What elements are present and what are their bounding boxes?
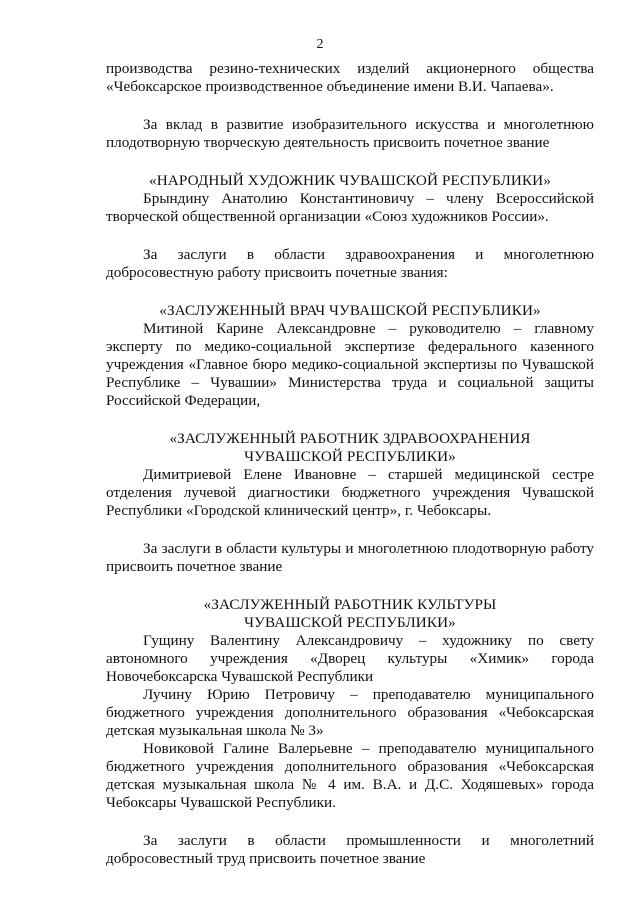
award-title-honored-culture-worker-line1: «ЗАСЛУЖЕННЫЙ РАБОТНИК КУЛЬТУРЫ	[203, 596, 497, 613]
paragraph-awardee-novikova: Новиковой Галине Валерьевне – преподавателю муниципального бюджетного учреждения дополнительного образования «Чебоксарская детская музыкальная школа № 4 им. В.А. и Д.С. Ходяшевых» города Чебоксары Чувашской Республики.	[106, 740, 594, 811]
paragraph-continuation: производства резино-технических изделий акционерного общества «Чебоксарское производственное объединение имени В.И. Чапаева».	[106, 60, 594, 95]
paragraph-health-award-intro: За заслуги в области здравоохранения и многолетнюю добросовестную работу присвоить почетные звания:	[106, 246, 594, 281]
award-title-honored-health-worker-line2: ЧУВАШСКОЙ РЕСПУБЛИКИ»	[244, 448, 456, 465]
award-title-honored-doctor: «ЗАСЛУЖЕННЫЙ ВРАЧ ЧУВАШСКОЙ РЕСПУБЛИКИ»	[159, 302, 541, 319]
paragraph-art-award-intro: За вклад в развитие изобразительного искусства и многолетнюю плодотворную творческую деятельность присвоить почетное звание	[106, 116, 594, 151]
award-title-people-artist: «НАРОДНЫЙ ХУДОЖНИК ЧУВАШСКОЙ РЕСПУБЛИКИ»	[149, 172, 551, 189]
paragraph-awardee-mitina: Митиной Карине Александровне – руководителю – главному эксперту по медико-социальной экспертизе федерального казенного учреждения «Главное бюро медико-социальной экспертизы по Чувашской Республике – Чувашии» Министерства труда и социальной защиты Российской Федерации,	[106, 320, 594, 409]
page-number: 2	[316, 37, 324, 52]
document-body	[106, 60, 594, 868]
paragraph-culture-award-intro: За заслуги в области культуры и многолетнюю плодотворную работу присвоить почетное звание	[106, 540, 594, 575]
paragraph-awardee-bryndin: Брындину Анатолию Константиновичу – члену Всероссийской творческой общественной организации «Союз художников России».	[106, 190, 594, 225]
paragraph-awardee-gushchin: Гущину Валентину Александровичу – художнику по свету автономного учреждения «Дворец культуры «Химик» города Новочебоксарска Чувашской Республики	[106, 632, 594, 685]
paragraph-awardee-dimitrieva: Димитриевой Елене Ивановне – старшей медицинской сестре отделения лучевой диагностики бюджетного учреждения Чувашской Республики «Городской клинический центр», г. Чебоксары.	[106, 466, 594, 519]
paragraph-industry-award-intro: За заслуги в области промышленности и многолетний добросовестный труд присвоить почетное звание	[106, 832, 594, 867]
paragraph-awardee-luchin: Лучину Юрию Петровичу – преподавателю муниципального бюджетного учреждения дополнительного образования «Чебоксарская детская музыкальная школа № 3»	[106, 686, 594, 739]
award-title-honored-culture-worker-line2: ЧУВАШСКОЙ РЕСПУБЛИКИ»	[244, 614, 456, 631]
award-title-honored-health-worker-line1: «ЗАСЛУЖЕННЫЙ РАБОТНИК ЗДРАВООХРАНЕНИЯ	[169, 430, 531, 447]
